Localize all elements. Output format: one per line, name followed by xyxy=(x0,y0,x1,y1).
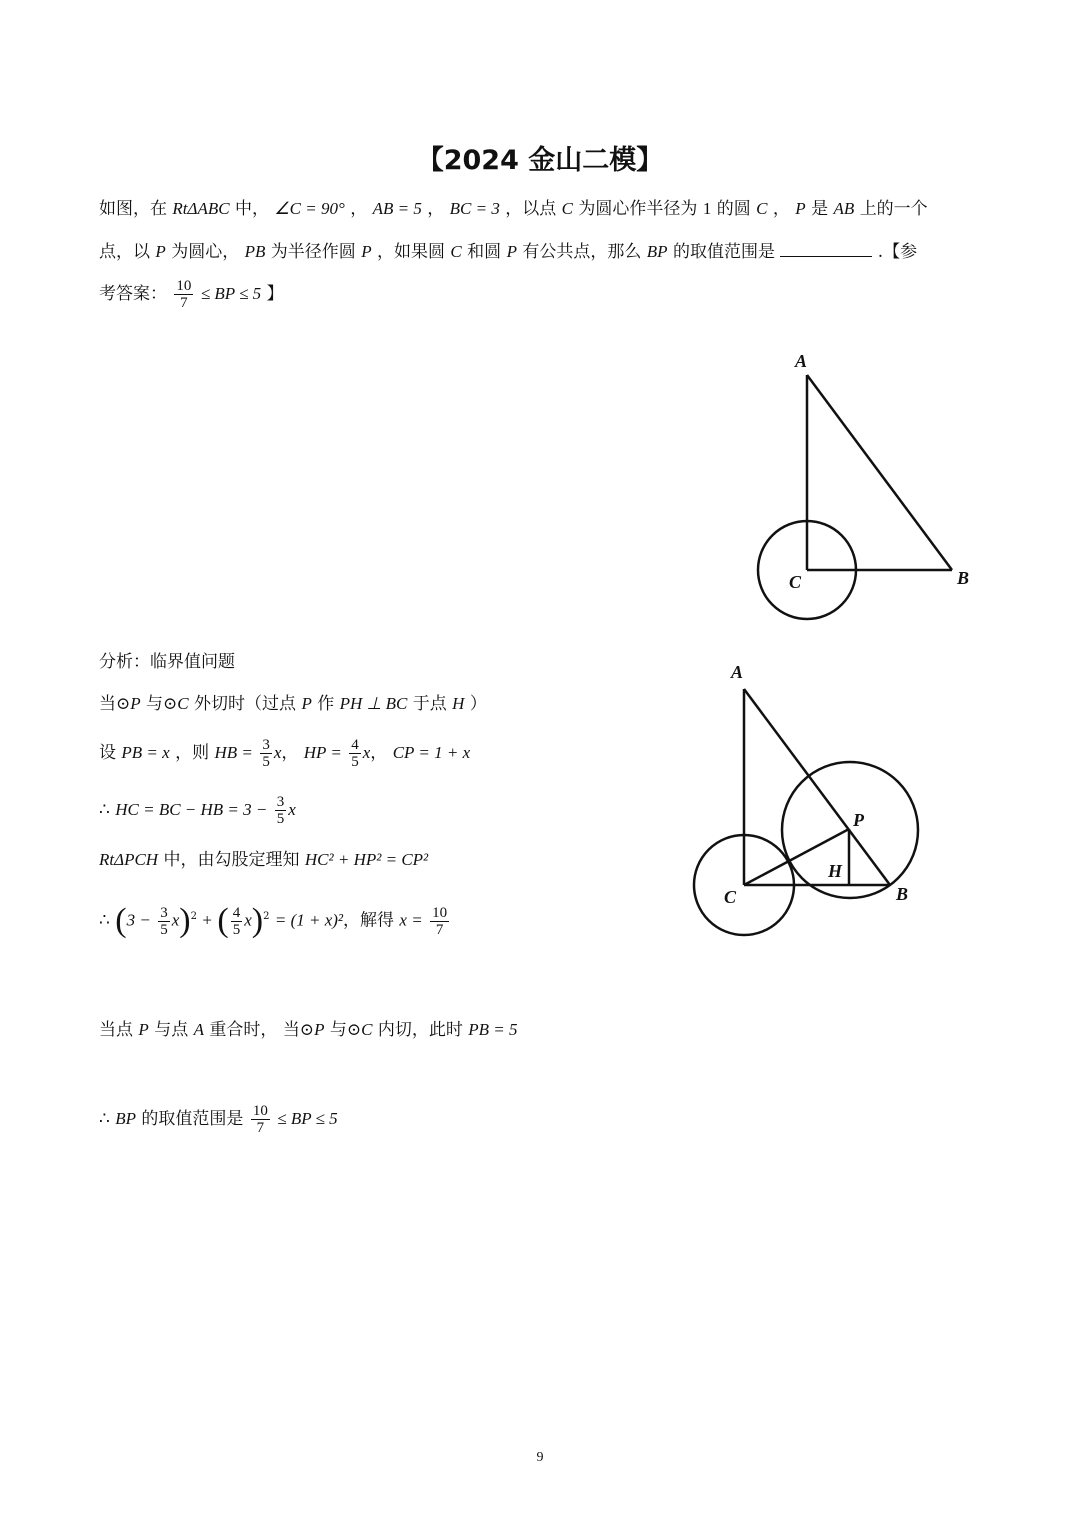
analysis-conclusion: ∴ BP 的取值范围是 $\frac{10}{7}$ ≤ BP ≤ 5 xyxy=(99,1103,338,1136)
label-h: H xyxy=(828,861,843,881)
problem-line-1: 如图，在 RtΔABC 中， ∠C = 90° ， AB = 5 ， BC = 3 ，以点 C 为圆心作半径为 1 的圆 C ， P 是 AB 上的一个 xyxy=(99,199,928,219)
segment-ab xyxy=(807,375,952,570)
analysis-line-3: ∴ HC = BC − HB = 3 − $\frac{3}{5}$ x xyxy=(99,794,296,827)
answer-blank[interactable] xyxy=(780,240,872,257)
label-c: C xyxy=(789,572,802,592)
page-title: 【2024 金山二模】 xyxy=(416,145,664,176)
figure-triangle-circle xyxy=(740,345,1000,635)
analysis-line-5: ∴ (3 − $\frac{3}{5}$ x)$^2$ + ( $\frac{4}{5}$ x)$^2$ = (1 + x)²，解得 x = $\frac{10}{7}$ xyxy=(99,902,448,939)
answer-fraction: $\frac{10}{7}$ xyxy=(176,278,192,311)
label-p: P xyxy=(853,810,864,830)
analysis-line-2: 设 PB = x ，则 HB = $\frac{3}{5}$ x， HP = $\frac{4}{5}$ x， CP = 1 + x xyxy=(99,737,471,770)
label-b: B xyxy=(957,568,970,588)
analysis-line-4: RtΔPCH 中，由勾股定理知 HC² + HP² = CP² xyxy=(99,850,429,870)
label-c: C xyxy=(724,887,737,907)
label-b: B xyxy=(896,884,909,904)
analysis-line-1: 当⊙P 与⊙C 外切时（过点 P 作 PH ⊥ BC 于点 H ） xyxy=(99,694,487,714)
label-a: A xyxy=(795,351,808,371)
label-a: A xyxy=(731,662,744,682)
problem-line-2: 点，以 P 为圆心， PB 为半径作圆 P ，如果圆 C 和圆 P 有公共点，那么 BP 的取值范围是 .【参 xyxy=(99,242,918,262)
figure-tangent-circles xyxy=(680,655,940,955)
problem-line-3: 考答案： $\frac{10}{7}$ ≤ BP ≤ 5 】 xyxy=(99,278,284,311)
page-number: 9 xyxy=(536,1450,544,1465)
analysis-line-6: 当点 P 与点 A 重合时， 当⊙P 与⊙C 内切，此时 PB = 5 xyxy=(99,1020,518,1040)
segment-ab xyxy=(744,689,890,885)
analysis-heading: 分析：临界值问题 xyxy=(99,652,235,672)
